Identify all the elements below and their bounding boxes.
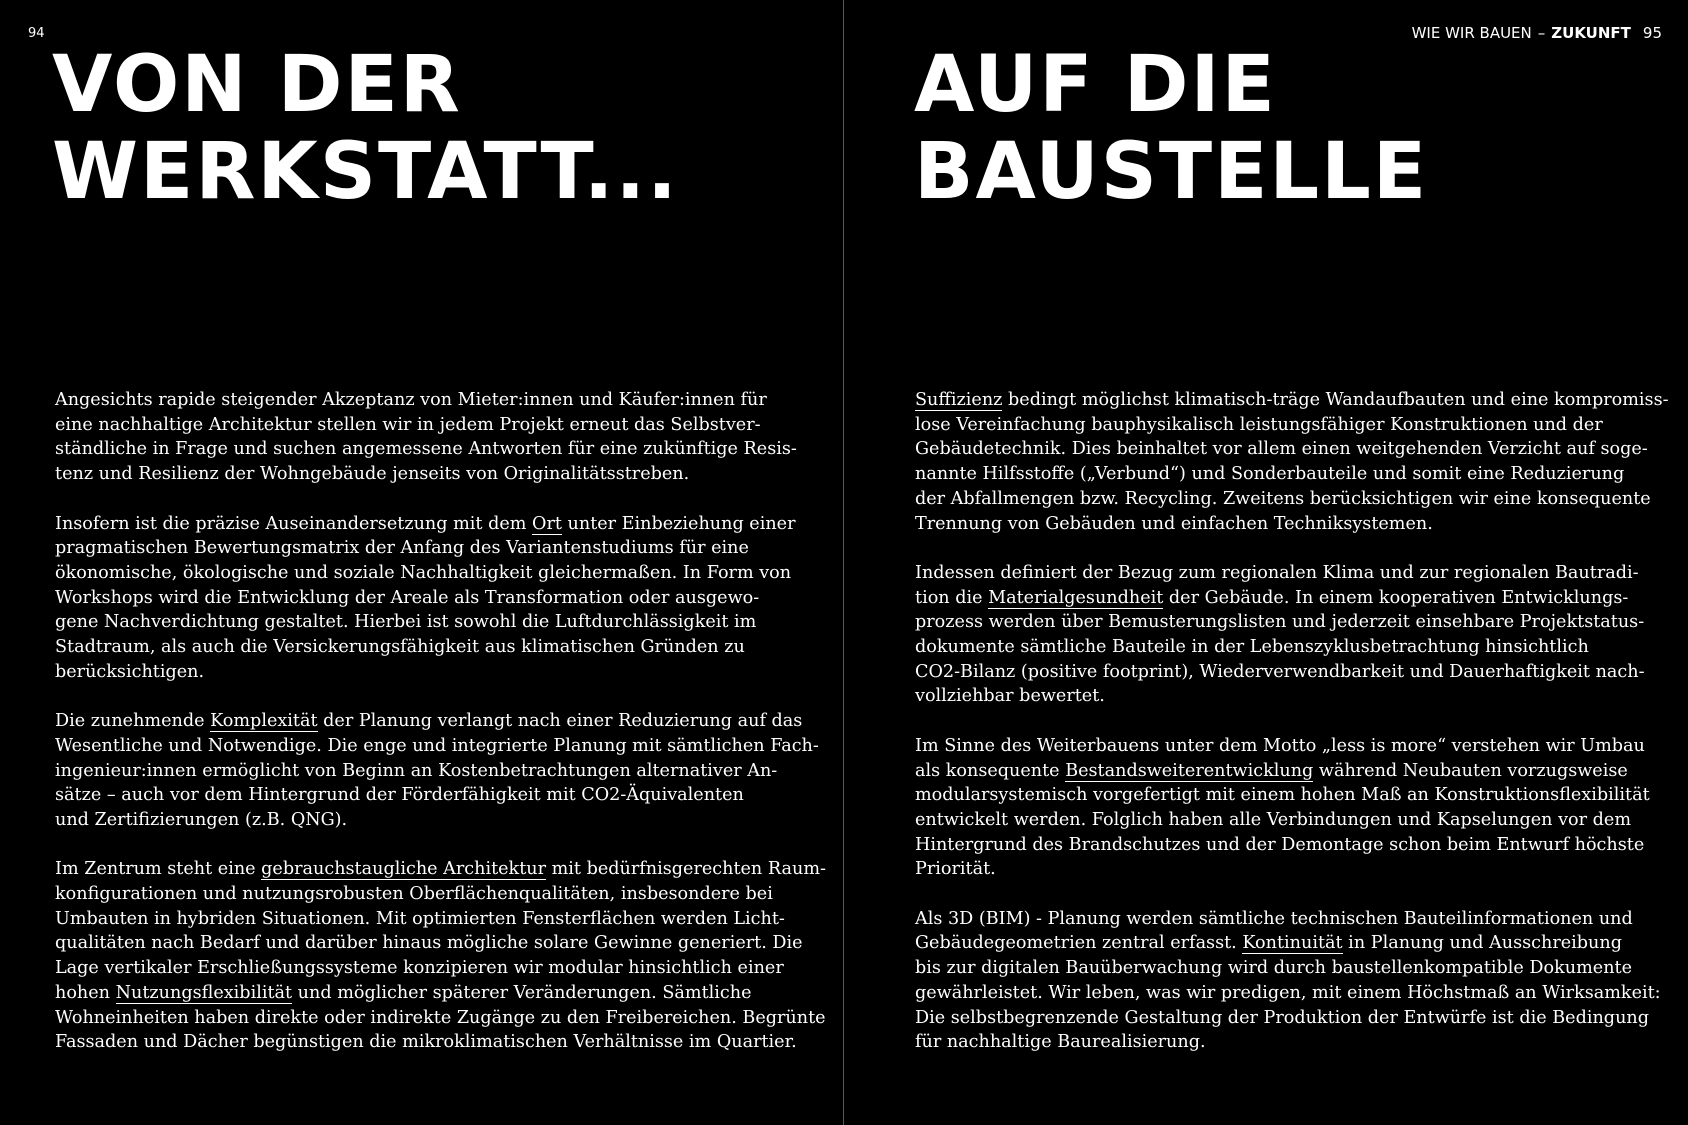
keyword-underlined: Ort xyxy=(532,513,562,534)
text-line: modularsystemisch vorgefertigt mit einem hohen Maß an Konstruktionsflexibilität xyxy=(915,785,1650,806)
text-segment: in Planung und Ausschreibung xyxy=(1342,933,1622,954)
headline xyxy=(52,42,679,216)
text-line: gewährleistet. Wir leben, was wir predigen, mit einem Höchstmaß an Wirksamkeit: xyxy=(915,982,1661,1003)
text-line: der Abfallmengen bzw. Recycling. Zweitens berücksichtigen wir eine konsequente xyxy=(915,488,1651,509)
text-line: Umbauten in hybriden Situationen. Mit optimierten Fensterflächen werden Licht- xyxy=(55,908,785,929)
right-page xyxy=(844,0,1688,1125)
text-line: Workshops wird die Entwicklung der Areale als Transformation oder ausgewo- xyxy=(55,587,760,608)
text-line: Fassaden und Dächer begünstigen die mikroklimatischen Verhältnisse im Quartier. xyxy=(55,1032,797,1053)
text-line xyxy=(915,759,1655,784)
headline-line: BAUSTELLE xyxy=(914,127,1429,217)
text-line xyxy=(55,981,795,1006)
text-line: prozess werden über Bemusterungslisten und jederzeit einsehbare Projektstatus- xyxy=(915,612,1645,633)
text-line: gene Nachverdichtung gestaltet. Hierbei ist sowohl die Luftdurchlässigkeit im xyxy=(55,612,757,633)
keyword-underlined: Bestandsweiterentwicklung xyxy=(1065,760,1314,781)
text-line: Im Sinne des Weiterbauens unter dem Motto „less is more“ verstehen wir Umbau xyxy=(915,735,1645,756)
page-number: 94 xyxy=(28,26,45,41)
text-line: Hintergrund des Brandschutzes und der Demontage schon beim Entwurf höchste xyxy=(915,834,1645,855)
paragraph xyxy=(915,388,1669,536)
text-line: Stadtraum, als auch die Versickerungsfähigkeit aus klimatischen Gründen zu xyxy=(55,637,745,658)
text-line: pragmatischen Bewertungsmatrix der Anfang des Variantenstudiums für eine xyxy=(55,538,749,559)
text-segment: hohen xyxy=(55,982,116,1003)
paragraph xyxy=(55,709,819,833)
paragraph xyxy=(915,907,1661,1055)
page-number: 95 xyxy=(1642,24,1662,42)
text-line: und Zertifizierungen (z.B. QNG). xyxy=(55,809,348,830)
text-segment: Die zunehmende xyxy=(55,711,211,732)
text-line: Trennung von Gebäuden und einfachen Techniksystemen. xyxy=(915,513,1433,534)
text-line: entwickelt werden. Folglich haben alle Verbindungen und Kapselungen vor dem xyxy=(915,809,1631,830)
text-segment: bedingt möglichst klimatisch-träge Wandaufbauten und eine kompromiss- xyxy=(1002,390,1669,410)
text-line: bis zur digitalen Bauüberwachung wird durch baustellenkompatible Dokumente xyxy=(915,958,1633,979)
text-segment: Gebäudegeometrien zentral erfasst. xyxy=(915,933,1243,954)
headline-line: VON DER xyxy=(52,40,462,130)
text-line: Gebäudetechnik. Dies beinhaltet vor allem einen weitgehenden Verzicht auf soge- xyxy=(915,439,1648,460)
text-segment: der Planung verlangt nach einer Reduzierung auf das xyxy=(317,711,803,732)
keyword-underlined: Suffizienz xyxy=(915,390,1003,410)
running-head-chapter: ZUKUNFT xyxy=(1551,24,1631,42)
keyword-underlined: Kontinuität xyxy=(1242,933,1343,954)
text-line xyxy=(55,709,803,734)
text-line xyxy=(915,931,1655,956)
text-line: Wohneinheiten haben direkte oder indirekte Zugänge zu den Freibereichen. Begrünte xyxy=(55,1007,826,1028)
text-line xyxy=(55,512,795,537)
text-line xyxy=(55,857,826,882)
text-line: Angesichts rapide steigender Akzeptanz von Mieter:innen und Käufer:innen für xyxy=(55,390,767,410)
text-line: ingenieur:innen ermöglicht von Beginn an Kostenbetrachtungen alternativer An- xyxy=(55,760,778,781)
text-line: für nachhaltige Baurealisierung. xyxy=(915,1032,1206,1053)
text-segment: unter Einbeziehung einer xyxy=(561,513,796,534)
text-line: dokumente sämtliche Bauteile in der Lebenszyklusbetrachtung hinsichtlich xyxy=(915,637,1589,658)
headline-line: WERKSTATT... xyxy=(52,127,679,217)
headline-line: AUF DIE xyxy=(914,40,1277,130)
text-segment: als konsequente xyxy=(915,760,1066,781)
headline xyxy=(914,42,1428,216)
running-head-section: WIE WIR BAUEN xyxy=(1411,24,1532,42)
text-line xyxy=(915,586,1655,611)
paragraph xyxy=(55,388,795,487)
paragraph xyxy=(915,561,1655,709)
text-segment: Insofern ist die präzise Auseinandersetzung mit dem xyxy=(55,513,533,534)
text-line: eine nachhaltige Architektur stellen wir in jedem Projekt erneut das Selbstver- xyxy=(55,414,761,435)
running-head xyxy=(1412,24,1662,42)
text-line: lose Vereinfachung bauphysikalisch leistungsfähiger Konstruktionen und der xyxy=(915,414,1603,435)
text-line: Wesentliche und Notwendige. Die enge und integrierte Planung mit sämtlichen Fach- xyxy=(55,735,819,756)
text-line: ökonomische, ökologische und soziale Nachhaltigkeit gleichermaßen. In Form von xyxy=(55,562,792,583)
text-line: Als 3D (BIM) - Planung werden sämtliche technischen Bauteilinformationen und xyxy=(915,908,1633,929)
paragraph xyxy=(915,734,1655,882)
text-line: tenz und Resilienz der Wohngebäude jenseits von Originalitätsstreben. xyxy=(55,464,690,485)
keyword-underlined: Nutzungsflexibilität xyxy=(115,982,293,1003)
text-line: konfigurationen und nutzungsrobusten Oberflächenqualitäten, insbesondere bei xyxy=(55,884,773,905)
text-line: Die selbstbegrenzende Gestaltung der Produktion der Entwürfe ist die Bedingung xyxy=(915,1007,1649,1028)
text-line: CO2-Bilanz (positive footprint), Wiederverwendbarkeit und Dauerhaftigkeit nach- xyxy=(915,661,1645,682)
text-segment: während Neubauten vorzugsweise xyxy=(1313,760,1628,781)
text-segment: und möglicher späterer Veränderungen. Sämtliche xyxy=(292,982,752,1003)
running-head-separator: – xyxy=(1537,24,1546,42)
text-segment: der Gebäude. In einem kooperativen Entwicklungs- xyxy=(1163,587,1629,608)
text-line: Lage vertikaler Erschließungssysteme konzipieren wir modular hinsichtlich einer xyxy=(55,958,784,979)
body-text xyxy=(915,388,1669,1080)
body-text xyxy=(55,388,826,1080)
paragraph xyxy=(55,512,795,685)
keyword-underlined: Komplexität xyxy=(210,711,318,732)
paragraph xyxy=(55,857,826,1055)
keyword-underlined: gebrauchstaugliche Architektur xyxy=(261,859,547,880)
text-line: berücksichtigen. xyxy=(55,661,205,682)
text-line: nannte Hilfsstoffe („Verbund“) und Sonderbauteile und somit eine Reduzierung xyxy=(915,464,1625,485)
text-line: Indessen definiert der Bezug zum regionalen Klima und zur regionalen Bautradi- xyxy=(915,562,1639,583)
text-line: qualitäten nach Bedarf und darüber hinaus mögliche solare Gewinne generiert. Die xyxy=(55,933,803,954)
text-line: vollziehbar bewertet. xyxy=(915,686,1105,707)
text-segment: mit bedürfnisgerechten Raum- xyxy=(546,859,826,880)
keyword-underlined: Materialgesundheit xyxy=(988,587,1164,608)
text-line: sätze – auch vor dem Hintergrund der Förderfähigkeit mit CO2-Äquivalenten xyxy=(55,785,744,806)
text-line xyxy=(915,388,1669,413)
text-segment: Im Zentrum steht eine xyxy=(55,859,262,880)
text-segment: tion die xyxy=(915,587,989,608)
text-line: Priorität. xyxy=(915,859,996,880)
text-line: ständliche in Frage und suchen angemessene Antworten für eine zukünftige Resis- xyxy=(55,439,797,460)
